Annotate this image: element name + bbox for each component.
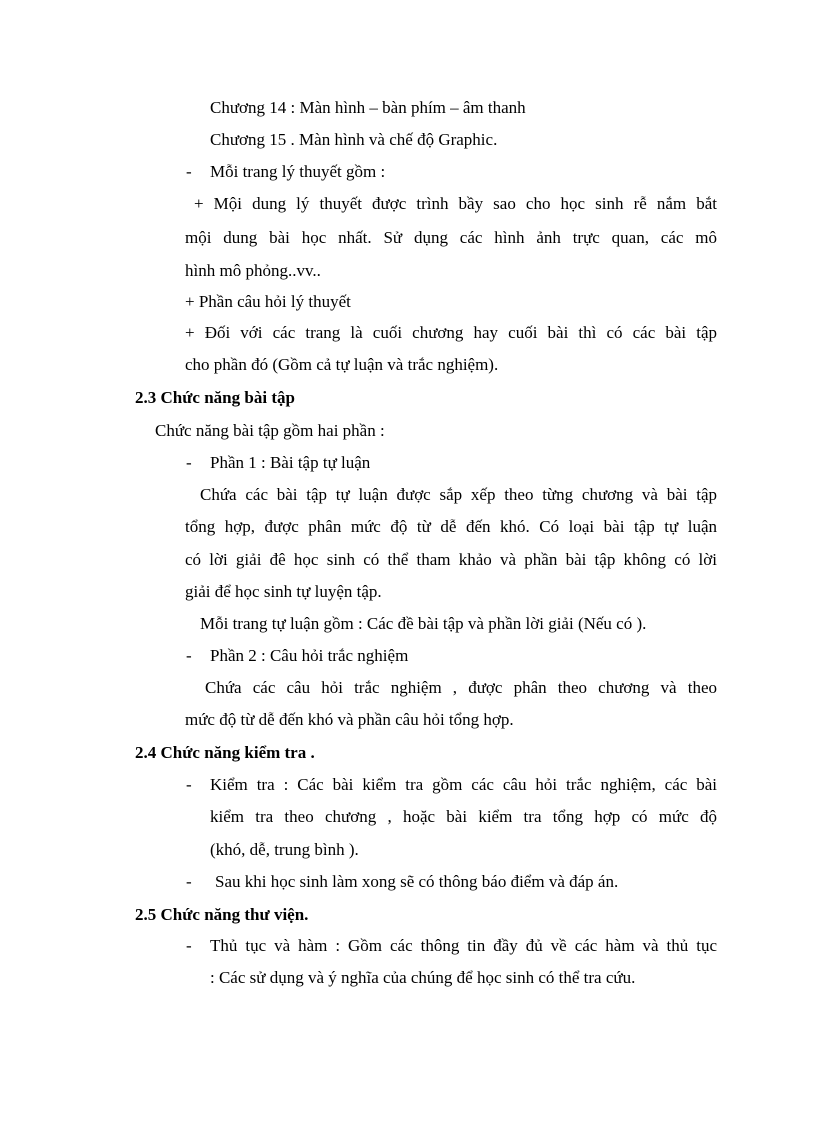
part-2-line-2: mức độ từ dễ đến khó và phần câu hỏi tổng hợp.: [185, 710, 514, 729]
theory-content-line-2: mội dung bài học nhất. Sử dụng các hình ảnh trực quan, các mô: [185, 228, 717, 247]
part-1-line-2: tổng hợp, được phân mức độ từ dễ đến khó. Có loại bài tập tự luận: [185, 517, 717, 536]
bullet-dash: -: [186, 453, 192, 472]
bullet-dash: -: [186, 872, 192, 891]
part-1-title: Phần 1 : Bài tập tự luận: [210, 453, 371, 472]
bullet-dash: -: [186, 775, 192, 794]
section-2-3-heading: 2.3 Chức năng bài tập: [135, 388, 295, 407]
library-item-line-1: Thủ tục và hàm : Gồm các thông tin đầy đủ về các hàm và thủ tục: [210, 936, 717, 955]
theory-content-line-3: hình mô phỏng..vv..: [185, 261, 321, 280]
theory-exercises-line-1: + Đối với các trang là cuối chương hay cuối bài thì có các bài tập: [185, 323, 717, 342]
theory-intro: Mỗi trang lý thuyết gồm :: [210, 162, 386, 181]
part-1-line-4: giải để học sinh tự luyện tập.: [185, 582, 382, 601]
test-item-line-1: Kiểm tra : Các bài kiểm tra gồm các câu hỏi trắc nghiệm, các bài: [210, 775, 717, 794]
part-2-line-1: Chứa các câu hỏi trắc nghiệm , được phân theo chương và theo: [205, 678, 717, 697]
test-result-item: Sau khi học sinh làm xong sẽ có thông báo điểm và đáp án.: [215, 872, 619, 891]
section-2-4-heading: 2.4 Chức năng kiểm tra .: [135, 743, 315, 762]
chapter-15: Chương 15 . Màn hình và chế độ Graphic.: [210, 130, 498, 149]
part-1-note: Mỗi trang tự luận gồm : Các đề bài tập và phần lời giải (Nếu có ).: [200, 614, 647, 633]
part-1-line-3: có lời giải đê học sinh có thể tham khảo và phần bài tập không có lời: [185, 550, 717, 569]
bullet-dash: -: [186, 936, 192, 955]
test-item-line-3: (khó, dễ, trung bình ).: [210, 840, 359, 859]
chapter-14: Chương 14 : Màn hình – bàn phím – âm thanh: [210, 98, 526, 117]
test-item-line-2: kiểm tra theo chương , hoặc bài kiểm tra tổng hợp có mức độ: [210, 807, 717, 826]
section-2-5-heading: 2.5 Chức năng thư viện.: [135, 905, 309, 924]
part-2-title: Phần 2 : Câu hỏi trắc nghiệm: [210, 646, 409, 665]
bullet-dash: -: [186, 646, 192, 665]
part-1-line-1: Chứa các bài tập tự luận được sắp xếp theo từng chương và bài tập: [200, 485, 717, 504]
theory-content-line-1: + Mội dung lý thuyết được trình bầy sao cho học sinh rễ nắm bắt: [194, 194, 717, 213]
section-2-3-intro: Chức năng bài tập gồm hai phần :: [155, 421, 385, 440]
theory-questions: + Phần câu hỏi lý thuyết: [185, 292, 351, 311]
theory-exercises-line-2: cho phần đó (Gồm cả tự luận và trắc nghiệm).: [185, 355, 499, 374]
library-item-line-2: : Các sử dụng và ý nghĩa của chúng để học sinh có thể tra cứu.: [210, 968, 636, 987]
bullet-dash: -: [186, 162, 192, 181]
